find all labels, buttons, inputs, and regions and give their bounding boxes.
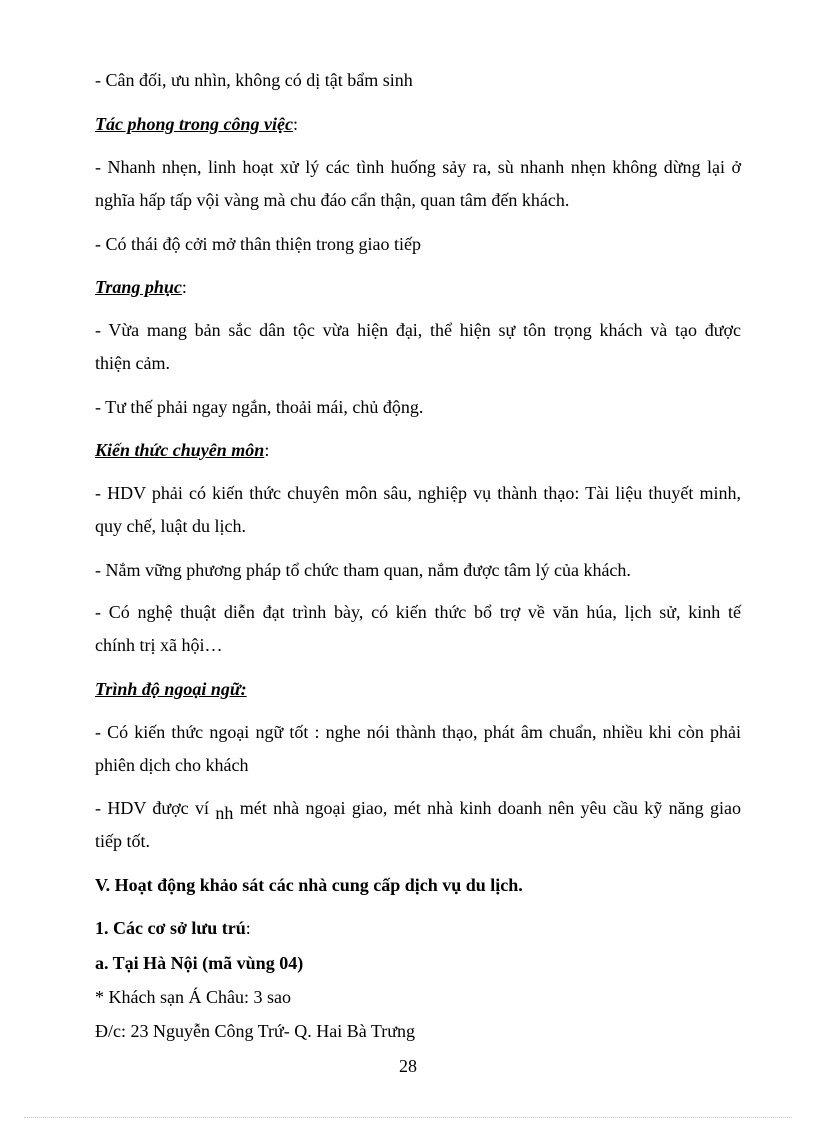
text-fragment: - HDV được ví [95,798,210,818]
paragraph-line: thiện cảm. [95,353,170,373]
heading-text: Kiến thức chuyên môn [95,440,265,460]
paragraph-line: phiên dịch cho khách [95,755,249,775]
paragraph-line: chính trị xã hội… [95,635,223,655]
section-heading-expertise [95,439,741,461]
heading-colon: : [293,114,299,134]
paragraph-line: - Nắm vững phương pháp tổ chức tham quan, nắm được tâm lý của khách. [95,560,631,580]
section-heading-work-style [95,113,741,135]
paragraph-line: nghĩa hấp tấp vội vàng mà chu đáo cẩn thận, quan tâm đến khách. [95,190,570,210]
text-line-appearance: - Cân đối, ưu nhìn, không có dị tật bẩm sinh [95,70,413,90]
paragraph-line: quy chế, luật du lịch. [95,516,246,536]
subsection-heading-accommodation [95,917,741,939]
heading-colon: : [181,277,187,297]
hotel-address: Đ/c: 23 Nguyễn Công Trứ- Q. Hai Bà Trưng [95,1021,416,1041]
heading-text: Trình độ ngoại ngữ: [95,679,247,699]
section-heading-attire [95,276,741,298]
section-heading-language [95,678,741,700]
section-heading-suppliers: V. Hoạt động khảo sát các nhà cung cấp dịch vụ du lịch. [95,875,523,895]
paragraph-line: tiếp tốt. [95,831,150,851]
text-fragment: mét nhà ngoại giao, mét nhà kinh doanh nên yêu cầu kỹ năng giao [239,798,741,818]
heading-colon: : [264,440,270,460]
footer-divider [24,1117,792,1118]
paragraph-line: - Có nghệ thuật diễn đạt trình bày, có kiến thức bổ trợ về văn húa, lịch sử, kinh tế [95,602,741,622]
page-number: 28 [399,1056,417,1076]
heading-text: Tác phong trong công việc [95,114,293,134]
paragraph-line: - Vừa mang bản sắc dân tộc vừa hiện đại, thể hiện sự tôn trọng khách và tạo được [95,320,741,340]
paragraph-line: - Nhanh nhẹn, linh hoạt xử lý các tình huống sảy ra, sù nhanh nhẹn không dừng lại ở [95,157,741,177]
paragraph-line: - Có thái độ cởi mở thân thiện trong giao tiếp [95,234,421,254]
paragraph-line: - HDV phải có kiến thức chuyên môn sâu, nghiệp vụ thành thạo: Tài liệu thuyết minh, [95,483,741,503]
heading-text: Trang phục [95,277,182,297]
paragraph-line: - Có kiến thức ngoại ngữ tốt : nghe nói thành thạo, phát âm chuẩn, nhiều khi còn phải [95,722,741,742]
paragraph-line: - Tư thế phải ngay ngắn, thoải mái, chủ động. [95,397,424,417]
paragraph-line [95,797,741,823]
subsection-heading-hanoi: a. Tại Hà Nội (mã vùng 04) [95,953,304,973]
subscript-fragment: nh [215,803,234,823]
heading-text: 1. Các cơ sở lưu trú [95,918,246,938]
heading-colon: : [245,918,251,938]
hotel-entry: * Khách sạn Á Châu: 3 sao [95,987,291,1007]
